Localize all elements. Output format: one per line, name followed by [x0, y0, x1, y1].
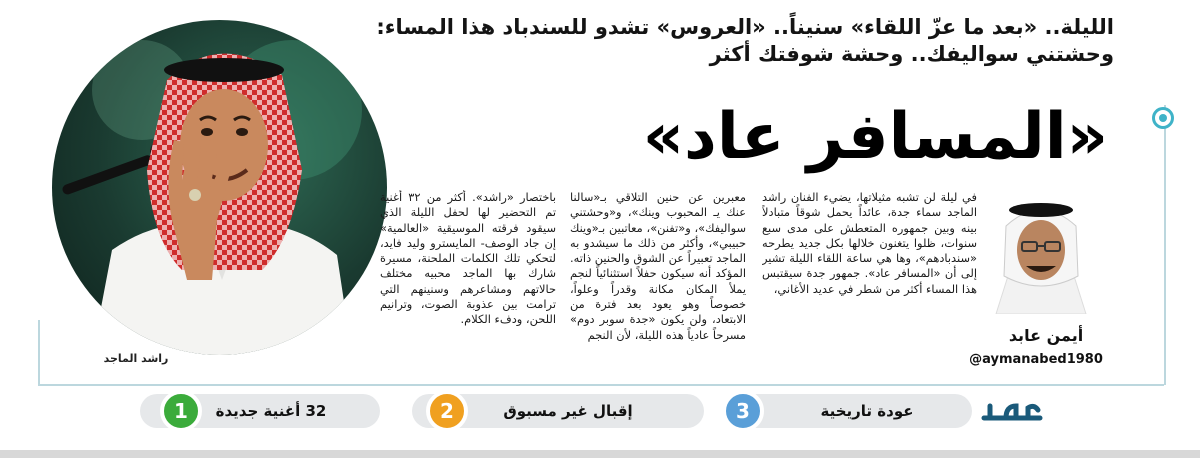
headline-title: «المسافر عاد»	[642, 100, 1108, 174]
author-name: أيمن عابد	[1008, 326, 1084, 345]
kicker-line-2: وحشتني سواليفك.. وحشة شوفتك أكثر	[709, 42, 1114, 66]
photo-caption: راشد الماجد	[103, 352, 169, 365]
highlight-label-3: عودة تاريخية	[820, 402, 914, 420]
frame-ring-icon	[1152, 107, 1174, 129]
frame-line-horizontal	[38, 384, 1164, 386]
highlight-badge-1: 1	[160, 390, 202, 432]
frame-line-left	[38, 320, 40, 384]
okaz-logo	[980, 398, 1044, 426]
article-column-3: باختصار «راشد». أكثر من ٣٢ أغنية تم التحضير لها لحفل الليلة الذي سيقود فرقته الموسيقية «العالمية» إن جاد الوصف- المايسترو وليد فايد، لتحكي تلك الكلمات الملحنة، مسيرة شارك بها الماجد محبيه مختلف حالاتهم ومشاعرهم وسنينهم التي ترامت بين عذوبة الصوت، وترانيم اللحن، ودفء الكلام.	[380, 190, 556, 327]
okaz-logo-icon	[980, 398, 1044, 426]
frame-line-vertical	[1164, 105, 1166, 385]
author-handle[interactable]: @aymanabed1980	[969, 352, 1103, 367]
bottom-rule	[0, 450, 1200, 458]
kicker-line-1: الليلة.. «بعد ما عزّ اللقاء» سنيناً.. «العروس» تشدو للسندباد هذا المساء:	[376, 15, 1114, 39]
singer-portrait	[52, 20, 387, 355]
author-avatar-icon	[986, 196, 1096, 314]
highlight-label-1: 32 أغنية جديدة	[215, 402, 327, 420]
highlight-label-2: إقبال غير مسبوق	[503, 402, 633, 420]
highlight-badge-2: 2	[426, 390, 468, 432]
highlight-badge-3: 3	[722, 390, 764, 432]
author-photo	[986, 196, 1096, 314]
singer-illustration-icon	[52, 20, 387, 355]
highlight-pill-3	[740, 394, 972, 428]
headline-kicker	[334, 14, 1114, 68]
article-column-1: في ليلة لن تشبه مثيلاتها، يضيء الفنان راشد الماجد سماء جدة، عائداً يحمل شوقاً متبادلاً بينه وبين جمهوره المتعطش على مدى سبع سنوات، ظلوا يتغنون خلالها بكل جديد يطرحه «سندبادهم»، وها هي ساعة اللقاء الليلة تشير إلى أن «المسافر عاد». جمهور جدة سيقتبس هذا المساء أكثر من شطر في عديد الأغاني،	[762, 190, 977, 296]
article-column-2: معبرين عن حنين التلاقي بـ«سالنا عنك يـ المحبوب وينك»، و«وحشتني سواليفك»، و«تفنن»، معاتبين بـ«وينك حبيبي»، وأكثر من ذلك ما سيشدو به الماجد تعبيراً عن الشوق والحنين ذاته. المؤكد أنه سيكون حفلاً استثنائياً لنجم يملأ المكان مكانة وقدراً وعلواً، خصوصاً وهو يعود بعد فترة من الابتعاد، ولن يكون «جدة سوبر دوم» مسرحاً عادياً هذه الليلة، لأن النجم	[570, 190, 746, 342]
